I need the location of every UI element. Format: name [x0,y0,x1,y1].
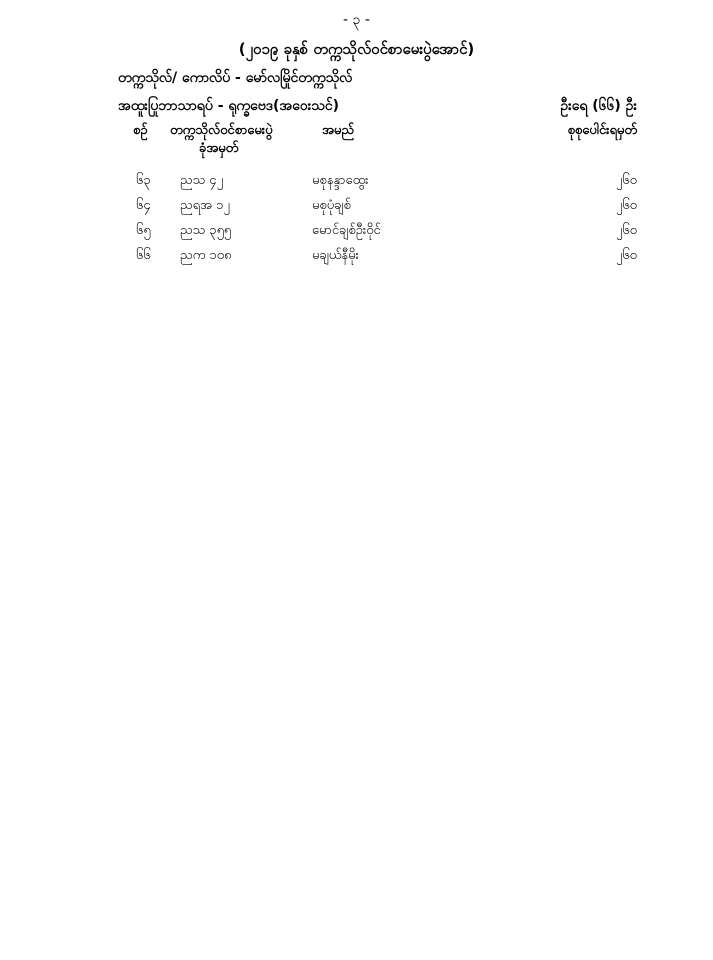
row-marks: ၂၆၀ [615,198,637,213]
document-title: (၂၀၁၉ ခုနှစ် တက္ကသိုလ်ဝင်စာမေးပွဲအောင်) [238,40,475,58]
row-name: မစုနန္ဒာထွေး [312,173,369,188]
row-roll: ညသ ၄၂ [180,173,223,188]
row-roll: ညသ ၃၅၅ [180,223,232,238]
university-line: တက္ကသိုလ်/ ကောလိပ် - မော်လမြိုင်တက္ကသိုလ် [118,70,353,86]
table-row [0,247,713,272]
row-roll: ညရအ ၁၂ [180,198,230,213]
column-header-name: အမည် [322,123,354,138]
row-marks: ၂၆၀ [615,223,637,238]
row-name: မောင်ချစ်ဦးဝိုင် [312,223,381,238]
row-name: မချယ်နီမိုး [312,248,359,263]
row-no: ၆၆ [136,248,151,263]
student-count: ဦးရေ (၆၆) ဦး [560,98,637,114]
results-table [0,172,713,272]
row-roll: ညက ၁၀၈ [180,248,232,263]
table-row [0,222,713,247]
table-row [0,197,713,222]
column-header-no: စဉ် [133,123,148,138]
row-no: ၆၄ [136,198,151,213]
row-no: ၆၅ [136,223,151,238]
column-header-roll-2: ခုံအမှတ် [199,141,239,156]
page-number: - ၃ - [343,12,370,28]
major-line: အထူးပြုဘာသာရပ် - ရုက္ခဗေဒ(အဝေးသင်) [118,98,339,114]
table-row [0,172,713,197]
row-marks: ၂၆၀ [615,248,637,263]
row-marks: ၂၆၀ [615,173,637,188]
row-no: ၆၃ [136,173,151,188]
column-header-marks: စုစုပေါင်းရမှတ် [567,123,637,138]
column-header-roll: တက္ကသိုလ်ဝင်စာမေးပွဲ [170,123,273,138]
row-name: မစုပုံချစ် [312,198,351,213]
